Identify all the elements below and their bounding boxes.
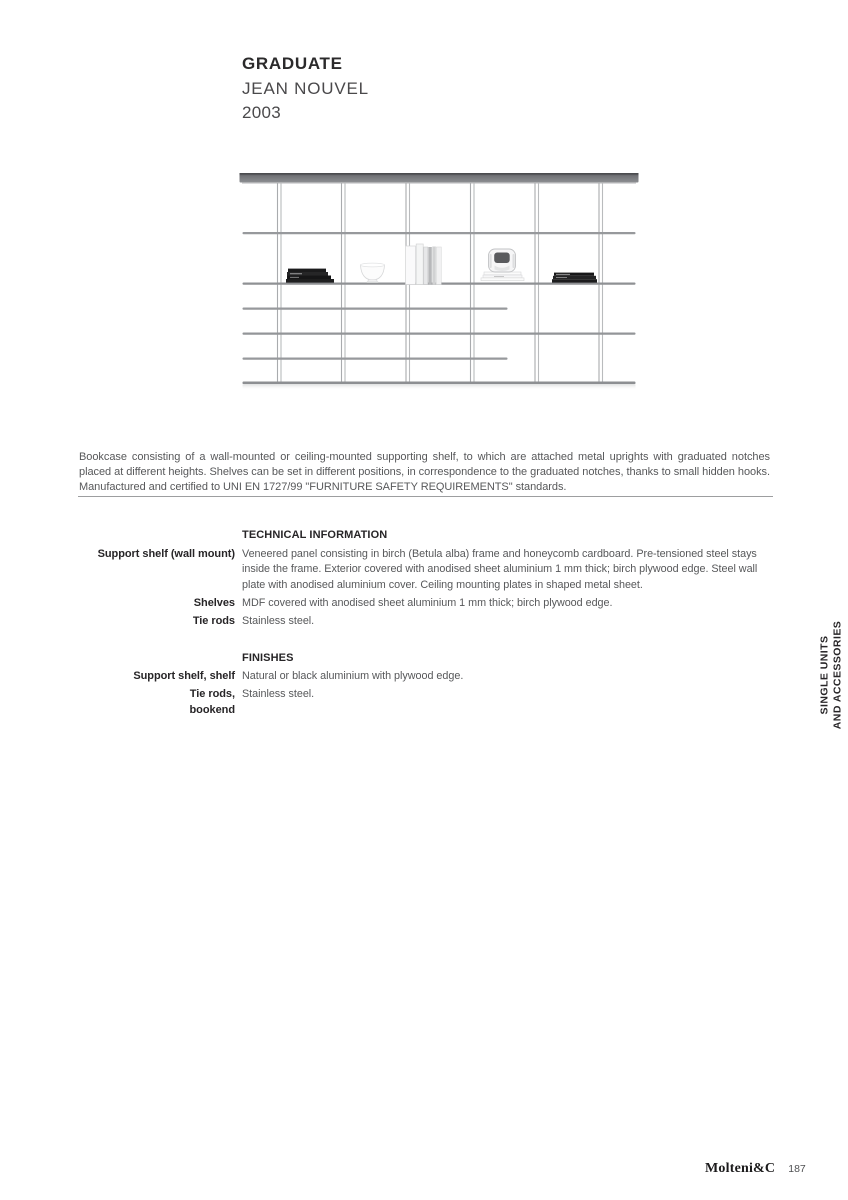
spec-block <box>79 528 771 721</box>
helmet-object <box>481 249 524 281</box>
white-bowl <box>361 263 385 283</box>
spec-row-shelves <box>79 596 771 612</box>
page-footer <box>705 1161 806 1177</box>
spec-label: Tie rods <box>192 614 235 627</box>
brand-logo: Molteni&C <box>705 1161 776 1176</box>
spec-row-finish-tie-rods <box>79 687 771 718</box>
support-shelf-top <box>240 173 639 184</box>
design-year: 2003 <box>242 103 282 122</box>
title-block <box>242 52 369 126</box>
spec-label: Support shelf (wall mount) <box>97 547 235 560</box>
spec-row-support-shelf <box>79 547 771 594</box>
spec-label: Shelves <box>193 596 235 609</box>
spec-label <box>79 687 235 718</box>
product-description: Bookcase consisting of a wall-mounted or ceiling-mounted supporting shelf, to which are attached metal uprights with graduated notches placed at different heights. Shelves can be set in different positions, in correspondence to the graduated notches, thanks to small hidden hooks. Manufactured and certified to UNI EN 1727/99 "FURNITURE SAFETY REQUIREMENTS" standards. <box>79 451 770 494</box>
product-photo-bookshelf <box>238 168 640 396</box>
page-title: GRADUATE <box>242 54 343 73</box>
page-number: 187 <box>788 1163 806 1175</box>
spec-label-line1: Tie rods, <box>189 688 235 700</box>
dark-books-left <box>286 269 334 283</box>
designer-name: JEAN NOUVEL <box>242 78 369 98</box>
spec-label: Support shelf, shelf <box>133 670 235 682</box>
spec-value: Veneered panel consisting in birch (Betula alba) frame and honeycomb cardboard. Pre-tensioned steel stays inside the frame. Exterior covered with anodised sheet aluminium 1 mm thick; birch plywood edge. Steel wall plate with anodised aluminium cover. Ceiling mounting plates in shaped metal sheet. <box>242 547 758 591</box>
spec-value: Natural or black aluminium with plywood edge. <box>242 670 464 682</box>
divider-rule <box>78 496 773 497</box>
spec-label-line2: bookend <box>189 703 235 716</box>
section-tab-line1: SINGLE UNITS <box>818 635 831 715</box>
spec-value: Stainless steel. <box>242 688 315 700</box>
spec-value: Stainless steel. <box>242 614 315 627</box>
technical-information-heading: TECHNICAL INFORMATION <box>242 529 388 541</box>
finishes-heading: FINISHES <box>242 651 294 664</box>
section-tab-vertical <box>819 621 844 729</box>
dark-books-right <box>552 273 597 283</box>
white-books-standing <box>406 244 442 285</box>
spec-row-tie-rods <box>79 614 771 630</box>
section-tab-line2: AND ACCESSORIES <box>831 620 843 730</box>
spec-value: MDF covered with anodised sheet aluminium 1 mm thick; birch plywood edge. <box>242 596 613 609</box>
spec-row-finish-shelf <box>79 669 771 685</box>
